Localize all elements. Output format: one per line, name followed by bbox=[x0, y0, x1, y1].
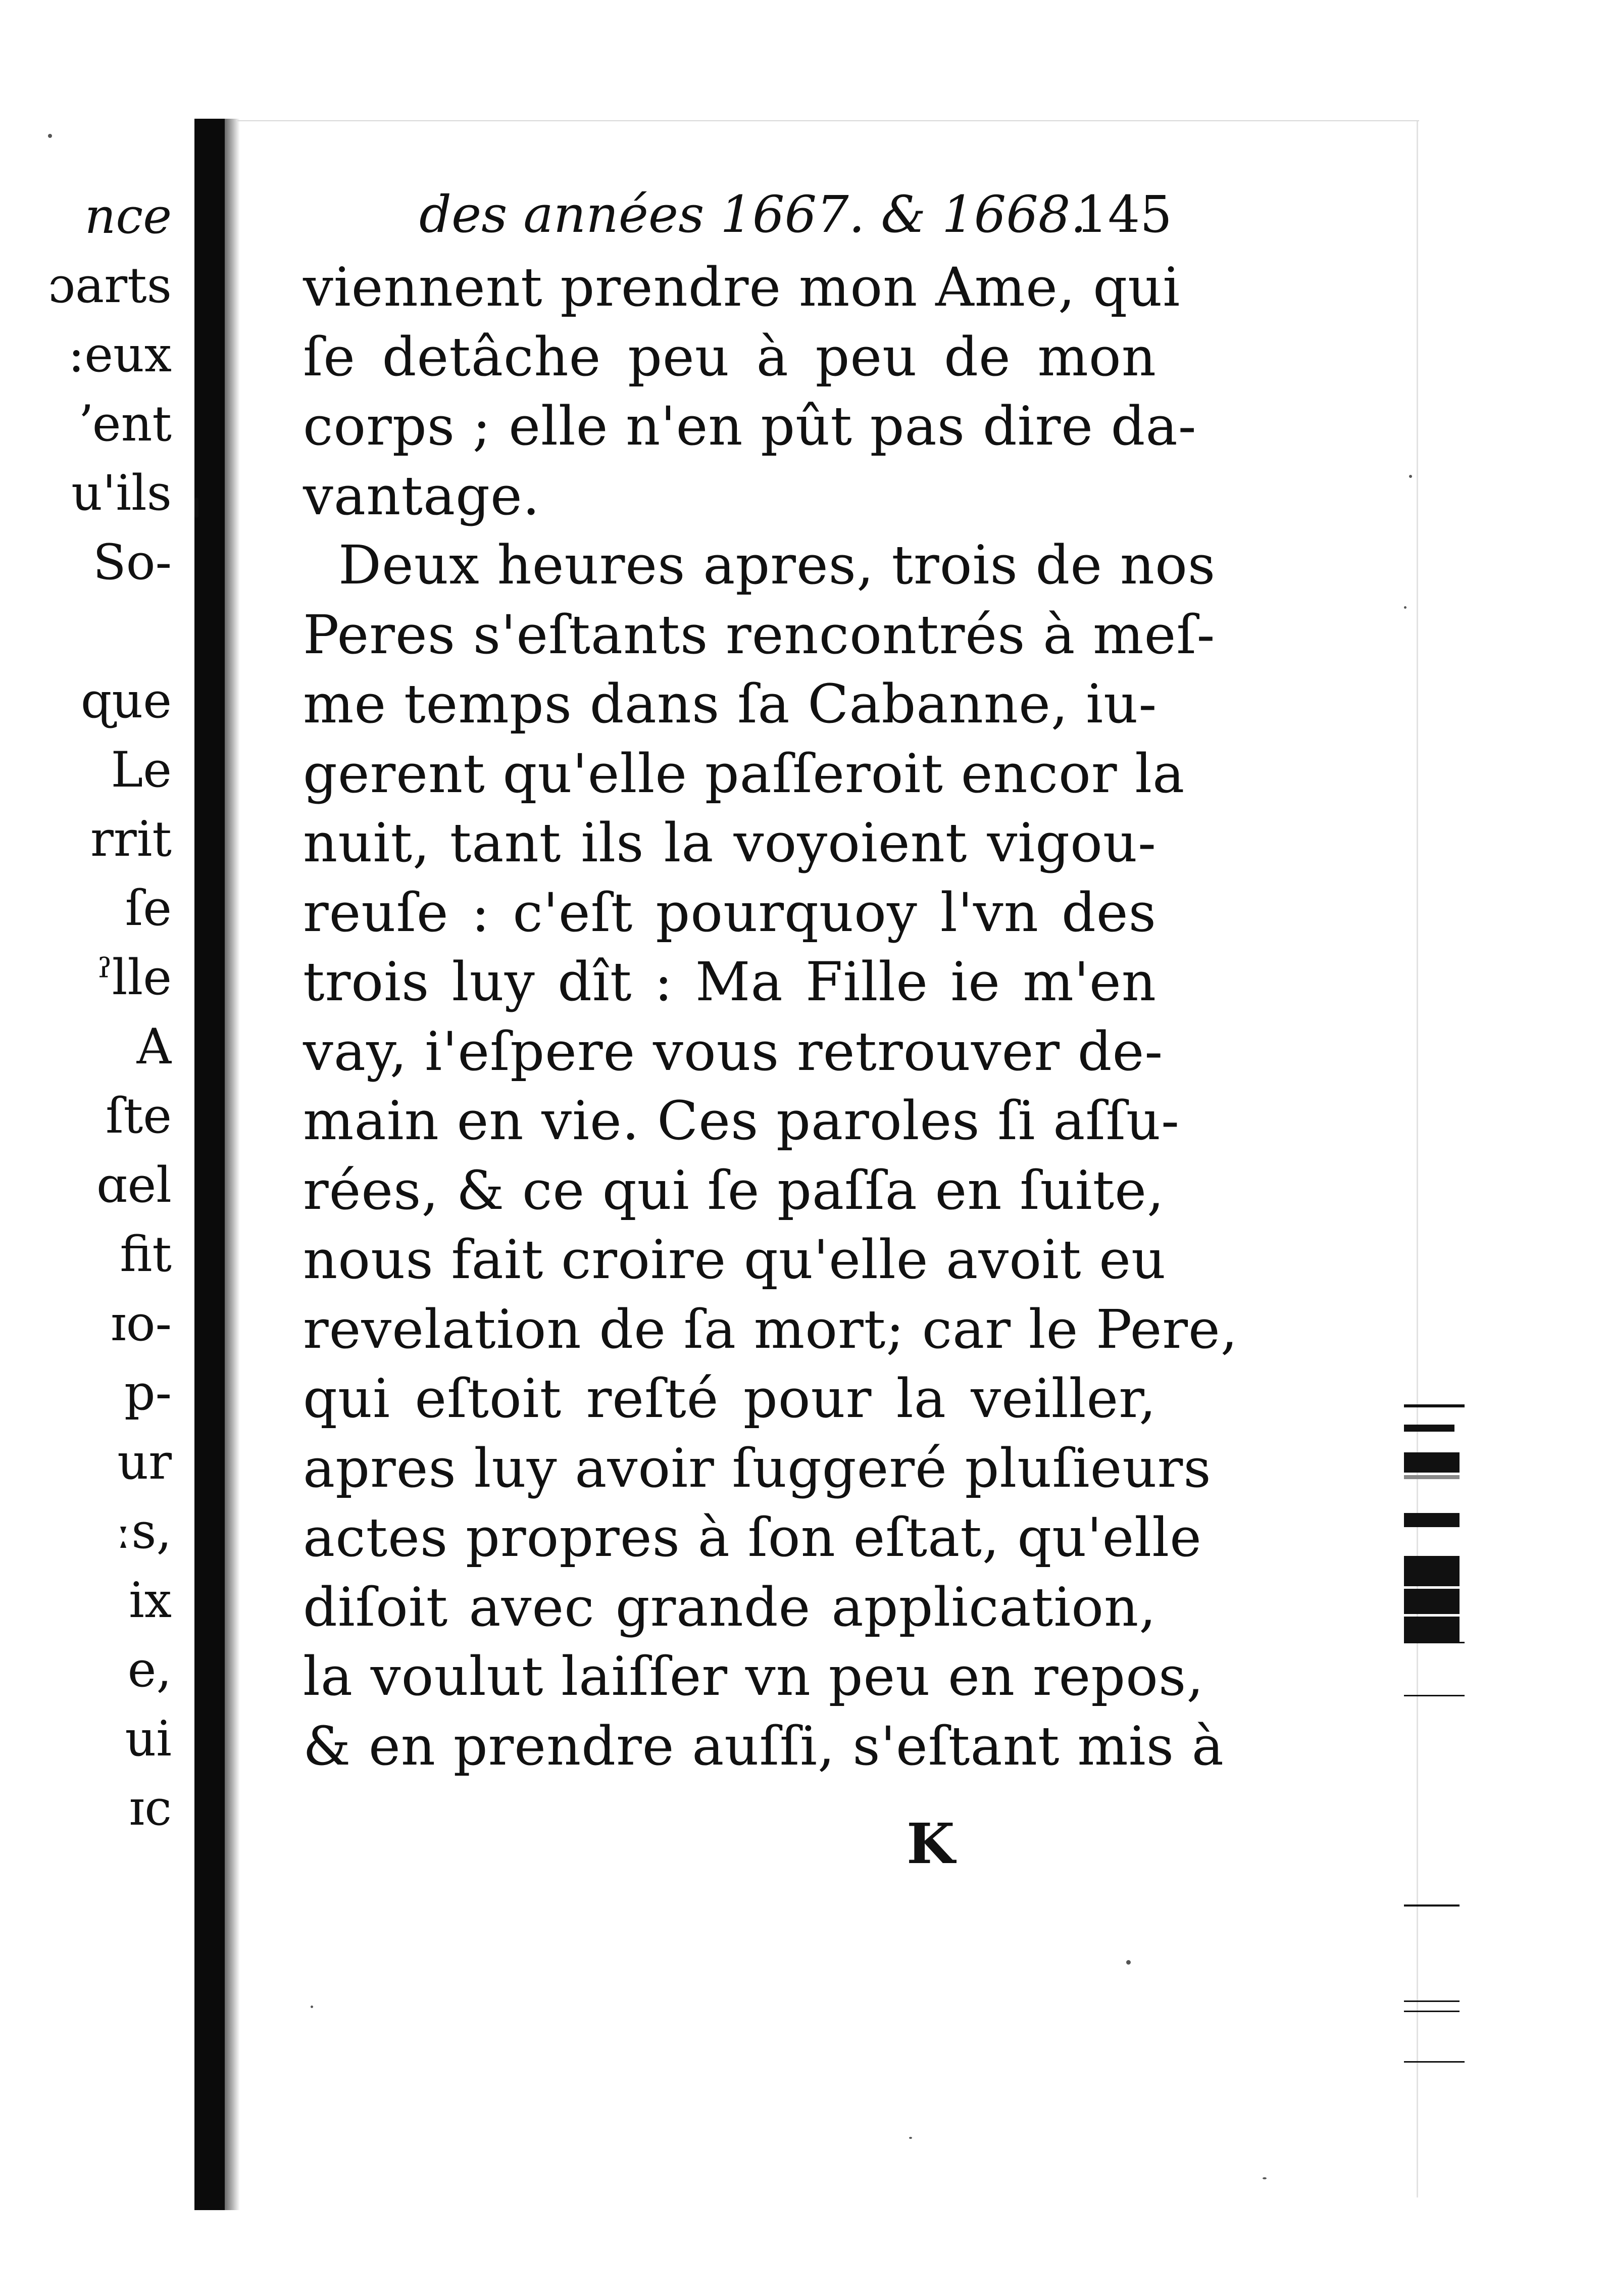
text-line: main en vie. Ces paroles ſi aſſu- bbox=[303, 1090, 1180, 1152]
text-line: nous fait croire qu'elle avoit eu bbox=[303, 1229, 1167, 1291]
previous-page-line: fit bbox=[120, 1226, 172, 1283]
text-line: Deux heures apres, trois de nos bbox=[338, 534, 1216, 596]
text-line: reuſe : c'eſt pourquoy l'vn des bbox=[303, 881, 1157, 944]
paper-speck bbox=[311, 2006, 313, 2008]
previous-page-line: ſe bbox=[125, 880, 172, 937]
page-top-edge bbox=[237, 120, 1419, 121]
previous-page-line: u'ils bbox=[71, 465, 172, 521]
previous-page-line: ˀlle bbox=[98, 949, 172, 1006]
collation-mark bbox=[1404, 1452, 1460, 1473]
collation-mark bbox=[1404, 1513, 1460, 1527]
previous-page-line: ɋue bbox=[80, 672, 172, 729]
previous-page-line: A bbox=[136, 1018, 172, 1075]
text-line: nuit, tant ils la voyoient vigou- bbox=[303, 812, 1157, 874]
paper-speck bbox=[909, 2137, 912, 2139]
paper-speck bbox=[1409, 475, 1412, 478]
text-line: & en prendre auſſi, s'eſtant mis à bbox=[303, 1715, 1224, 1777]
text-line: qui eſtoit reſté pour la veiller, bbox=[303, 1367, 1157, 1430]
previous-page-line: ʼent bbox=[77, 396, 172, 452]
previous-page-line: ui bbox=[125, 1711, 172, 1767]
previous-page-line: ix bbox=[129, 1572, 172, 1629]
previous-page-line: Le bbox=[111, 742, 172, 798]
text-line: viennent prendre mon Ame, qui bbox=[303, 256, 1181, 318]
text-line: rées, & ce qui ſe paſſa en ſuite, bbox=[303, 1159, 1165, 1222]
text-line: vantage. bbox=[303, 464, 540, 527]
text-line: ſe detâche peu à peu de mon bbox=[303, 325, 1157, 388]
collation-mark bbox=[1404, 1425, 1454, 1432]
paper-speck bbox=[1404, 606, 1406, 609]
collation-mark bbox=[1404, 1642, 1465, 1643]
previous-page-line: e, bbox=[127, 1641, 172, 1698]
text-line: trois luy dît : Ma Fille ie m'en bbox=[303, 951, 1157, 1013]
text-line: corps ; elle n'en pût pas dire da- bbox=[303, 395, 1197, 457]
page-number: 145 bbox=[1076, 185, 1172, 244]
previous-page-line: rrit bbox=[90, 811, 172, 867]
paper-speck bbox=[194, 498, 198, 518]
paper-speck bbox=[1126, 1960, 1131, 1965]
previous-page-line: ɔarts bbox=[48, 257, 172, 314]
paper-speck bbox=[48, 134, 52, 138]
previous-page-line: ſte bbox=[106, 1088, 172, 1144]
collation-mark bbox=[1404, 1404, 1465, 1407]
collation-mark bbox=[1404, 1556, 1460, 1586]
collation-mark bbox=[1404, 2011, 1460, 2012]
text-line: Peres s'eſtants rencontrés à meſ- bbox=[303, 603, 1216, 666]
text-line: gerent qu'elle paſſeroit encor la bbox=[303, 742, 1185, 805]
previous-page-line bbox=[0, 597, 172, 666]
collation-mark bbox=[1404, 1695, 1465, 1696]
previous-page-line: ɪc bbox=[129, 1780, 172, 1836]
text-line: diſoit avec grande application, bbox=[303, 1576, 1157, 1638]
previous-page-fragment bbox=[0, 182, 172, 1843]
text-line: la voulut laiſſer vn peu en repos, bbox=[303, 1645, 1204, 1707]
previous-page-line: p- bbox=[124, 1364, 172, 1421]
text-line: actes propres à ſon eſtat, qu'elle bbox=[303, 1506, 1202, 1569]
collation-mark bbox=[1404, 2000, 1460, 2002]
text-line: me temps dans ſa Cabanne, iu- bbox=[303, 673, 1158, 735]
text-line: vay, i'eſpere vous retrouver de- bbox=[303, 1020, 1164, 1083]
previous-page-line: ur bbox=[117, 1434, 172, 1490]
collation-mark bbox=[1404, 1589, 1460, 1614]
collation-mark bbox=[1404, 1475, 1460, 1479]
previous-page-line: ɪo- bbox=[111, 1295, 172, 1352]
running-head: des années 1667. & 1668. bbox=[419, 185, 1087, 244]
binding-spine bbox=[194, 119, 225, 2210]
previous-page-line: :eux bbox=[68, 326, 172, 383]
previous-page-line: ːs, bbox=[115, 1503, 172, 1559]
text-line: apres luy avoir ſuggeré pluſieurs bbox=[303, 1437, 1212, 1499]
body-text bbox=[303, 253, 1238, 1781]
collation-mark bbox=[1404, 1617, 1460, 1642]
paper-speck bbox=[1263, 2177, 1267, 2179]
previous-page-line: So- bbox=[93, 534, 172, 591]
page-right-edge bbox=[1417, 121, 1418, 2197]
previous-page-line: ɑel bbox=[96, 1157, 172, 1213]
collation-mark bbox=[1404, 2061, 1465, 2063]
text-line: revelation de ſa mort; car le Pere, bbox=[303, 1298, 1238, 1360]
collation-mark bbox=[1404, 1904, 1460, 1907]
signature-mark: K bbox=[907, 1811, 955, 1876]
previous-page-line: nce bbox=[84, 188, 172, 245]
